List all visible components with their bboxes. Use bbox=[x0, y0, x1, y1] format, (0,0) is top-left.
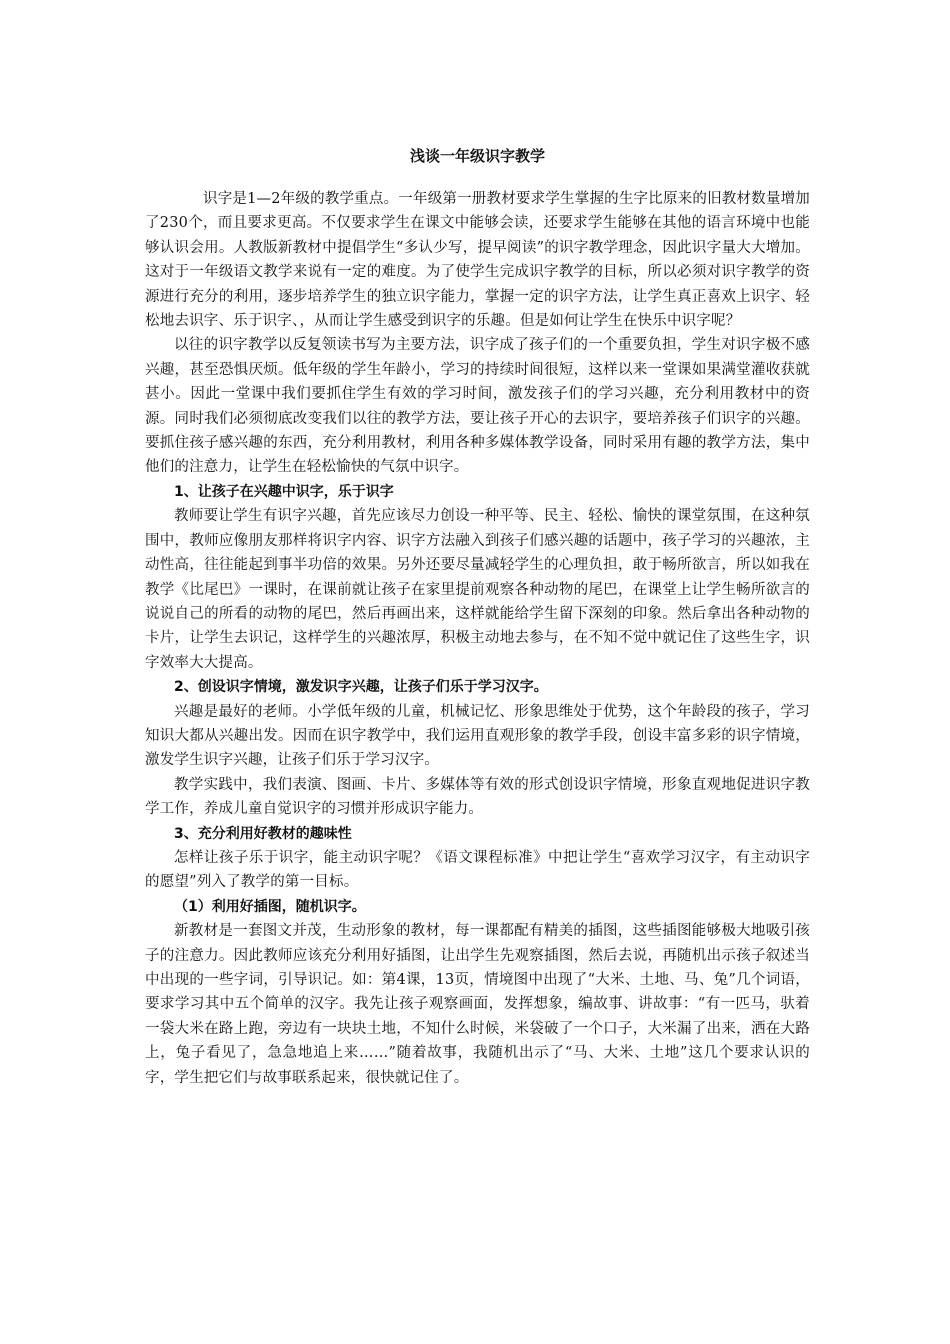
document-title: 浅谈一年级识字教学 bbox=[409, 147, 545, 165]
subsection-heading-3-1: （1）利用好插图，随机识字。 bbox=[174, 898, 366, 915]
section-heading-3: 3、充分利用好教材的趣味性 bbox=[174, 825, 352, 842]
paragraph-section-1: 教师要让学生有识字兴趣，首先应该尽力创设一种平等、民主、轻松、愉快的课堂氛围，在这种氛围中，教师应像朋友那样将识字内容、识字方法融入到孩子们感兴趣的话题中，孩子学习的兴趣浓，主动性高，往往能起到事半功倍的效果。另外还要尽量减轻学生的心理负担，敢于畅所欲言，所以如我在教学《比尾巴》一课时，在课前就让孩子在家里提前观察各种动物的尾巴，在课堂上让学生畅所欲言的说说自己的所看的动物的尾巴，然后再画出来，这样就能给学生留下深刻的印象。然后拿出各种动物的卡片，让学生去识记，这样学生的兴趣浓厚，积极主动地去参与，在不知不觉中就记住了这些生字，识字效率大大提高。 bbox=[145, 508, 810, 671]
paragraph-section-2b: 教学实践中，我们表演、图画、卡片、多媒体等有效的形式创设识字情境，形象直观地促进识字教学工作，养成儿童自觉识字的习惯并形成识字能力。 bbox=[145, 776, 810, 818]
document-page bbox=[145, 140, 810, 1090]
paragraph-section-2a: 兴趣是最好的老师。小学低年级的儿童，机械记忆、形象思维处于优势，这个年龄段的孩子，学习知识大都从兴趣出发。因而在识字教学中，我们运用直观形象的教学手段，创设丰富多彩的识字情境，激发学生识字兴趣，让孩子们乐于学习汉字。 bbox=[145, 703, 810, 769]
paragraph-section-3: 怎样让孩子乐于识字，能主动识字呢？《语文课程标准》中把让学生“喜欢学习汉字，有主动识字的愿望”列入了教学的第一目标。 bbox=[145, 849, 810, 891]
section-heading-1: 1、让孩子在兴趣中识字，乐于识字 bbox=[174, 483, 394, 500]
paragraph-past-methods: 以往的识字教学以反复领读书写为主要方法，识字成了孩子们的一个重要负担，学生对识字极不感兴趣，甚至恐惧厌烦。低年级的学生年龄小，学习的持续时间很短，这样以来一堂课如果满堂灌收获就甚小。因此一堂课中我们要抓住学生有效的学习时间，激发孩子们的学习兴趣，充分利用教材中的资源。同时我们必须彻底改变我们以往的教学方法，要让孩子开心的去识字，要培养孩子们识字的兴趣。要抓住孩子感兴趣的东西，充分利用教材，利用各种多媒体教学设备，同时采用有趣的教学方法，集中他们的注意力，让学生在轻松愉快的气氛中识字。 bbox=[145, 337, 810, 476]
paragraph-intro: 识字是1—2年级的教学重点。一年级第一册教材要求学生掌握的生字比原来的旧教材数量增加了230个，而且要求更高。不仅要求学生在课文中能够会读，还要求学生能够在其他的语言环境中也能够认识会用。人教版新教材中提倡学生“多认少写，提早阅读”的识字教学理念，因此识字量大大增加。这对于一年级语文教学来说有一定的难度。为了使学生完成识字教学的目标，所以必须对识字教学的资源进行充分的利用，逐步培养学生的独立识字能力，掌握一定的识字方法，让学生真正喜欢上识字、轻松地去识字、乐于识字、，从而让学生感受到识字的乐趣。但是如何让学生在快乐中识字呢？ bbox=[145, 191, 810, 330]
section-heading-2: 2、创设识字情境，激发识字兴趣，让孩子们乐于学习汉字。 bbox=[174, 679, 548, 696]
paragraph-subsection-3-1: 新教材是一套图文并茂，生动形象的教材，每一课都配有精美的插图，这些插图能够极大地吸引孩子的注意力。因此教师应该充分利用好插图，让出学生先观察插图，然后去说，再随机出示孩子叙述当中出现的一些字词，引导识记。如：第4课，13页，情境图中出现了“大米、土地、马、兔”几个词语，要求学习其中五个简单的汉字。我先让孩子观察画面，发挥想象，编故事、讲故事：“有一匹马，驮着一袋大米在路上跑，旁边有一块块土地，不知什么时候，米袋破了一个口子，大米漏了出来，洒在大路上，兔子看见了，急急地追上来……”随着故事，我随机出示了“马、大米、土地”这几个要求认识的字，学生把它们与故事联系起来，很快就记住了。 bbox=[145, 923, 810, 1086]
